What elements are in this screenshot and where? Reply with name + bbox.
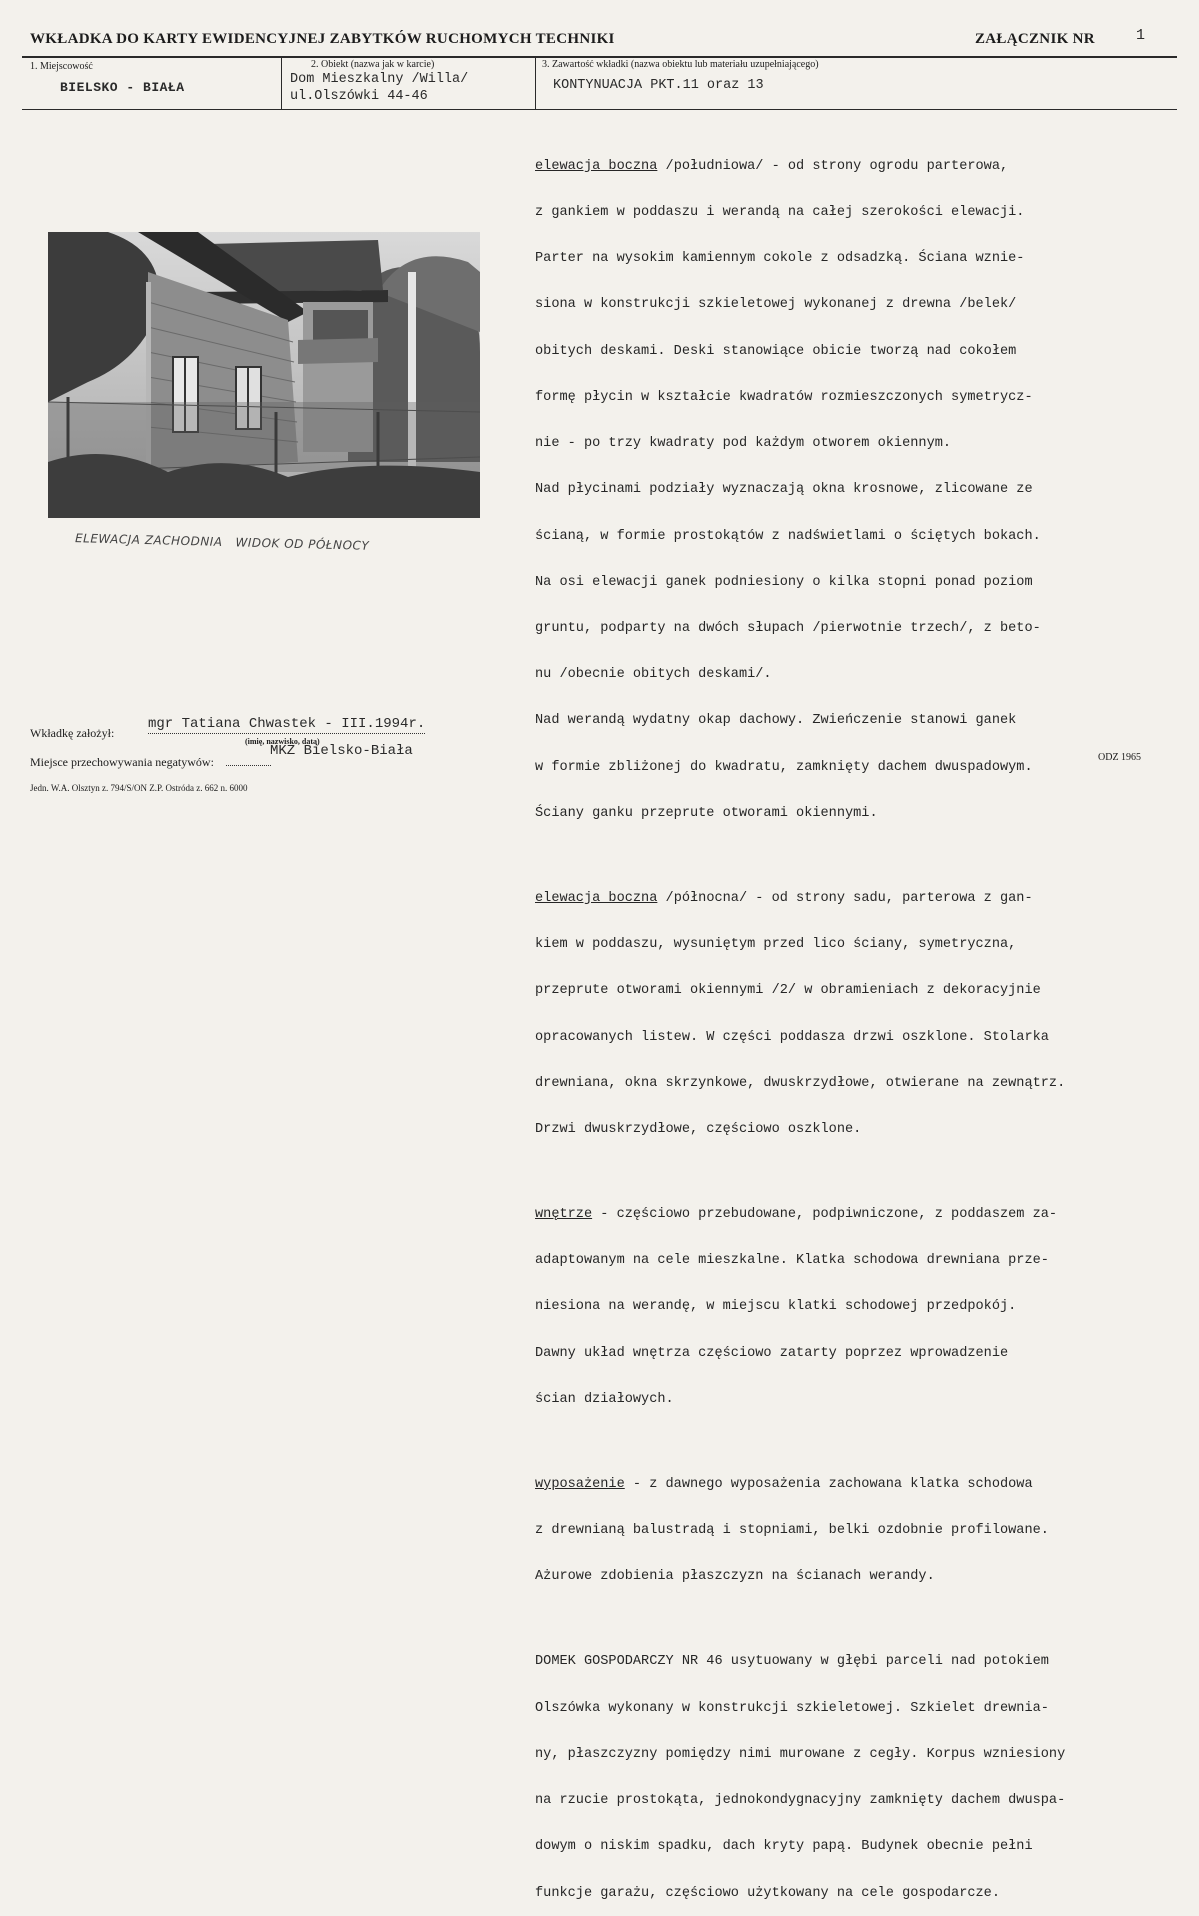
p3-line: niesiona na werandę, w miejscu klatki schodowej przedpokój. bbox=[535, 1299, 1017, 1315]
storage-value: MKZ Bielsko-Biała bbox=[270, 743, 413, 759]
p2-heading: elewacja boczna bbox=[535, 890, 658, 906]
p2-line: kiem w poddaszu, wysuniętym przed lico ściany, symetryczna, bbox=[535, 937, 1017, 953]
p1-line: ścianą, w formie prostokątów z nadświetlami o ściętych bokach. bbox=[535, 528, 1041, 544]
field-2-value-line2: ul.Olszówki 44-46 bbox=[290, 89, 428, 104]
p4-line: Ażurowe zdobienia płaszczyzn na ścianach werandy. bbox=[535, 1569, 935, 1585]
p3-line: ścian działowych. bbox=[535, 1391, 674, 1407]
p4-first-line: - z dawnego wyposażenia zachowana klatka schodowa bbox=[624, 1476, 1033, 1492]
p2-first-line: /północna/ - od strony sadu, parterowa z gan- bbox=[657, 890, 1033, 906]
p1-line: Nad werandą wydatny okap dachowy. Zwieńczenie stanowi ganek bbox=[535, 713, 1017, 729]
author-label: Wkładkę założył: bbox=[30, 726, 115, 740]
p3-line: Dawny układ wnętrza częściowo zatarty poprzez wprowadzenie bbox=[535, 1345, 1009, 1361]
p4-line: z drewnianą balustradą i stopniami, belki ozdobnie profilowane. bbox=[535, 1523, 1049, 1539]
p2-line: drewniana, okna skrzynkowe, dwuskrzydłowe, otwierane na zewnątrz. bbox=[535, 1075, 1066, 1091]
p1-line: z gankiem w poddaszu i werandą na całej szerokości elewacji. bbox=[535, 205, 1025, 221]
field-3-value: KONTYNUACJA PKT.11 oraz 13 bbox=[553, 78, 764, 93]
storage-label: Miejsce przechowywania negatywów: bbox=[30, 755, 214, 769]
p1-heading: elewacja boczna bbox=[535, 158, 658, 174]
field-divider-2 bbox=[535, 58, 536, 109]
p5-line: na rzucie prostokąta, jednokondygnacyjny zamknięty dachem dwuspa- bbox=[535, 1793, 1066, 1809]
field-1-value: BIELSKO - BIAŁA bbox=[60, 80, 185, 95]
field-2-label: 2. Obiekt (nazwa jak w karcie) bbox=[311, 59, 435, 70]
p5-line: Olszówka wykonany w konstrukcji szkieletowej. Szkielet drewnia- bbox=[535, 1700, 1049, 1716]
field-1-label: 1. Miejscowość bbox=[30, 61, 93, 72]
p1-first-line: /południowa/ - od strony ogrodu parterowa, bbox=[657, 158, 1009, 174]
p1-line: w formie zbliżonej do kwadratu, zamknięty dachem dwuspadowym. bbox=[535, 759, 1033, 775]
author-value: mgr Tatiana Chwastek - III.1994r. bbox=[148, 716, 426, 732]
p1-line: formę płycin w kształcie kwadratów rozmieszczonych symetrycz- bbox=[535, 389, 1033, 405]
attachment-number: 1 bbox=[1136, 27, 1146, 44]
p2-line: Drzwi dwuskrzydłowe, częściowo oszklone. bbox=[535, 1122, 862, 1137]
p1-line: Parter na wysokim kamiennym cokole z odsadzką. Ściana wznie- bbox=[535, 251, 1025, 267]
p1-line: nu /obecnie obitych deskami/. bbox=[535, 667, 772, 683]
paragraph-4 bbox=[535, 1477, 1065, 1492]
body-text bbox=[535, 128, 1065, 1916]
paragraph-2 bbox=[535, 891, 1065, 906]
p1-line: nie - po trzy kwadraty pod każdym otworem okiennym. bbox=[535, 436, 952, 452]
p2-line: przeprute otworami okiennymi /2/ w obramieniach z dekoracyjnie bbox=[535, 983, 1041, 999]
field-divider-1 bbox=[281, 58, 282, 109]
form-code: ODZ 1965 bbox=[1098, 752, 1142, 763]
p1-line: Na osi elewacji ganek podniesiony o kilka stopni ponad poziom bbox=[535, 574, 1033, 590]
p1-line: siona w konstrukcji szkieletowej wykonanej z drewna /belek/ bbox=[535, 297, 1017, 313]
paragraph-3 bbox=[535, 1207, 1065, 1222]
p3-heading: wnętrze bbox=[535, 1207, 593, 1223]
p1-line: obitych deskami. Deski stanowiące obicie tworzą nad cokołem bbox=[535, 343, 1017, 359]
p1-line: gruntu, podparty na dwóch słupach /pierwotnie trzech/, z beto- bbox=[535, 621, 1041, 636]
p3-first-line: - częściowo przebudowane, podpiwniczone, z poddaszem za- bbox=[592, 1207, 1058, 1223]
paragraph-1 bbox=[535, 159, 1065, 174]
p2-line: opracowanych listew. W części poddasza drzwi oszklone. Stolarka bbox=[535, 1029, 1049, 1045]
field-3-label: 3. Zawartość wkładki (nazwa obiektu lub materiału uzupełniającego) bbox=[542, 59, 819, 70]
fields-bottom-rule bbox=[22, 109, 1177, 110]
p1-line: Ściany ganku przeprute otworami okiennymi. bbox=[535, 805, 878, 821]
storage-dotted-line bbox=[226, 765, 271, 766]
form-title: WKŁADKA DO KARTY EWIDENCYJNEJ ZABYTKÓW RUCHOMYCH TECHNIKI bbox=[30, 31, 615, 47]
p5-line: funkcje garażu, częściowo użytkowany na cele gospodarcze. bbox=[535, 1885, 1000, 1901]
printer-info: Jedn. W.A. Olsztyn z. 794/S/ON Z.P. Ostróda z. 662 n. 6000 bbox=[30, 783, 248, 793]
top-rule bbox=[22, 56, 1177, 58]
attachment-label: ZAŁĄCZNIK NR bbox=[975, 31, 1095, 47]
house-photo bbox=[48, 232, 480, 518]
photo-caption: ELEWACJA ZACHODNIA WIDOK OD PÓŁNOCY bbox=[74, 531, 370, 553]
p3-line: adaptowanym na cele mieszkalne. Klatka schodowa drewniana prze- bbox=[535, 1253, 1049, 1269]
field-2-value-line1: Dom Mieszkalny /Willa/ bbox=[290, 72, 469, 87]
p4-heading: wyposażenie bbox=[535, 1476, 625, 1492]
p5-line: ny, płaszczyzny pomiędzy nimi murowane z cegły. Korpus wzniesiony bbox=[535, 1746, 1066, 1762]
p5-line: dowym o niskim spadku, dach kryty papą. Budynek obecnie pełni bbox=[535, 1839, 1033, 1855]
p5-line: DOMEK GOSPODARCZY NR 46 usytuowany w głębi parceli nad potokiem bbox=[535, 1654, 1049, 1670]
house-photo-drawing bbox=[48, 232, 480, 518]
p1-line: Nad płycinami podziały wyznaczają okna krosnowe, zlicowane ze bbox=[535, 482, 1033, 498]
author-hint: (imię, nazwisko, data) bbox=[245, 737, 320, 746]
